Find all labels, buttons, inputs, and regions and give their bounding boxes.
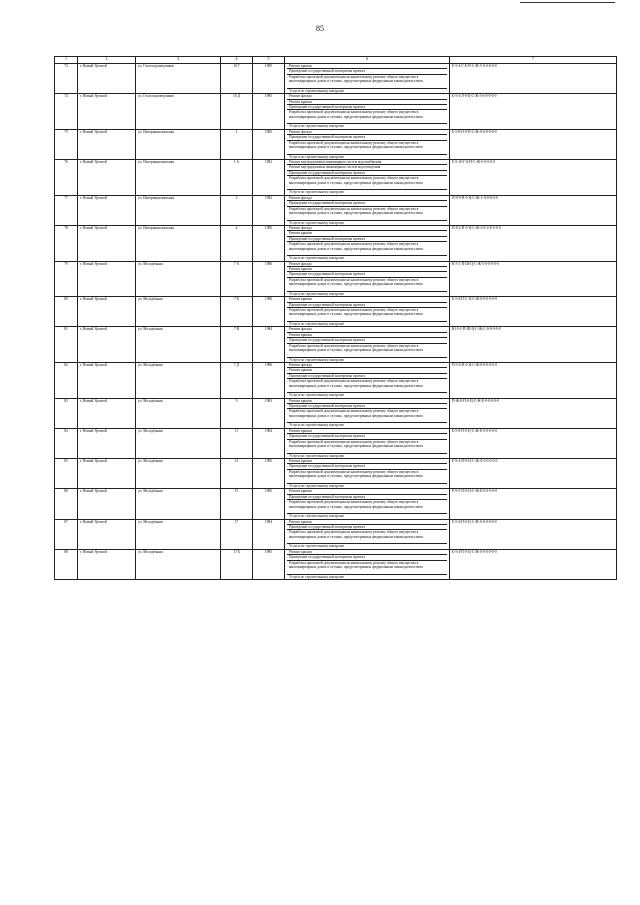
works-cell: [285, 160, 450, 196]
row-number: 80: [55, 297, 78, 327]
work-item: Проведение государственной экспертизы проекта: [287, 434, 447, 439]
code-cell: Б-5-4-Л-0-Ц-С-Ж-5-6-0-0-0-0: [450, 94, 617, 130]
house-cell: 13: [221, 459, 253, 489]
work-item: Разработка проектной документации на капитальному ремонту общего имущества в многоквартирных домах в случаях, предусмотренных федеральным законодательством: [287, 110, 447, 124]
code-cell: П-8-2-П-0-Ц-С-Ж-2-Е-4-Е-0-0-0: [450, 225, 617, 261]
city-cell: г. Новый Уренгой: [78, 363, 136, 399]
row-number: 74: [55, 94, 78, 130]
street-cell: ул. Молодёжная: [136, 459, 221, 489]
code-cell: П-Ж-0-П-0-Ц-С-Ж-Е-0-0-0-0-0: [450, 398, 617, 428]
city-cell: г. Новый Уренгой: [78, 327, 136, 363]
work-item: Проведение государственной экспертизы проекта: [287, 171, 447, 176]
work-item: Услуги по строительному контролю: [289, 124, 345, 129]
street-cell: ул. Интернациональная: [136, 195, 221, 225]
work-item: Разработка проектной документации на капитальному ремонту общего имущества в многоквартирных домах в случаях, предусмотренных федеральным законодательством: [287, 409, 447, 423]
column-header: 6: [285, 57, 450, 64]
page-number: 85: [316, 24, 324, 33]
street-cell: ул. Интернациональная: [136, 129, 221, 159]
table-row: [55, 261, 617, 297]
works-cell: [285, 195, 450, 225]
row-number: 88: [55, 549, 78, 579]
house-cell: 3: [221, 195, 253, 225]
code-cell: Ё-9-5-П-0-Ц-С-Ж-Е-0-0-0-0-0: [450, 489, 617, 519]
year-cell: 1982: [253, 129, 285, 159]
work-item: Ремонт крыши: [287, 459, 447, 464]
work-item: Ремонт фасада: [287, 226, 447, 231]
row-number: 83: [55, 398, 78, 428]
work-item: Ремонт фасада: [287, 327, 447, 332]
street-cell: ул. Молодёжная: [136, 549, 221, 579]
table-row: [55, 64, 617, 94]
works-cell: [285, 64, 450, 94]
street-cell: ул. Геологоразведчиков: [136, 64, 221, 94]
work-item: Проведение государственной экспертизы проекта: [287, 338, 447, 343]
works-cell: [285, 398, 450, 428]
city-cell: г. Новый Уренгой: [78, 428, 136, 458]
year-cell: 1983: [253, 398, 285, 428]
work-item: Разработка проектной документации на капитальному ремонту общего имущества в многоквартирных домах в случаях, предусмотренных федеральным законодательством: [287, 470, 447, 484]
work-item: Проведение государственной экспертизы проекта: [287, 495, 447, 500]
work-item: Услуги по строительному контролю: [289, 321, 345, 326]
row-number: 77: [55, 195, 78, 225]
work-item: Проведение государственной экспертизы проекта: [287, 303, 447, 308]
work-item: Проведение государственной экспертизы проекта: [287, 404, 447, 409]
column-header: 5: [253, 57, 285, 64]
year-cell: 1985: [253, 64, 285, 94]
work-item: Ремонт крыши: [287, 267, 447, 272]
code-cell: Б-5-10-Г-0-П-С-Ж-0-0-0-0-0: [450, 160, 617, 196]
row-number: 79: [55, 261, 78, 297]
table-row: [55, 428, 617, 458]
work-item: Разработка проектной документации на капитальному ремонту общего имущества в многоквартирных домах в случаях, предусмотренных федеральным законодательством: [287, 530, 447, 544]
work-item: Услуги по строительному контролю: [289, 574, 345, 579]
row-number: 81: [55, 327, 78, 363]
work-item: Проведение государственной экспертизы проекта: [287, 464, 447, 469]
row-number: 87: [55, 519, 78, 549]
city-cell: г. Новый Уренгой: [78, 64, 136, 94]
table-row: [55, 398, 617, 428]
work-item: Ремонт крыши: [287, 489, 447, 494]
table-row: [55, 160, 617, 196]
work-item: Разработка проектной документации на капитальному ремонту общего имущества в многоквартирных домах в случаях, предусмотренных федеральным законодательством: [287, 207, 447, 221]
year-cell: 1982: [253, 195, 285, 225]
city-cell: г. Новый Уренгой: [78, 261, 136, 297]
works-cell: [285, 428, 450, 458]
year-cell: 1986: [253, 261, 285, 297]
work-item: Услуги по строительному контролю: [289, 453, 345, 458]
city-cell: г. Новый Уренгой: [78, 489, 136, 519]
work-item: Ремонт крыши: [287, 297, 447, 302]
city-cell: г. Новый Уренгой: [78, 129, 136, 159]
work-item: Услуги по строительному контролю: [289, 423, 345, 428]
street-cell: ул. Молодёжная: [136, 519, 221, 549]
row-number: 73: [55, 64, 78, 94]
code-cell: Б-5-4-П-0-Ц-С-Ж-0-0-0-0-0-0: [450, 549, 617, 579]
table-row: [55, 129, 617, 159]
work-item: Услуги по строительному контролю: [289, 220, 345, 225]
works-cell: [285, 327, 450, 363]
work-item: Ремонт крыши: [287, 100, 447, 105]
code-cell: Б-5-8-П-0-Ц-С-Ж-Е-0-0-0-0-0: [450, 428, 617, 458]
city-cell: г. Новый Уренгой: [78, 398, 136, 428]
column-header: 4: [221, 57, 253, 64]
table-row: [55, 519, 617, 549]
works-cell: [285, 297, 450, 327]
work-item: Услуги по строительному контролю: [289, 483, 345, 488]
house-cell: 7 В: [221, 327, 253, 363]
work-item: Ремонт фасада: [287, 130, 447, 135]
house-cell: 9: [221, 398, 253, 428]
house-cell: 4: [221, 225, 253, 261]
table-body: [55, 64, 617, 580]
work-item: Услуги по строительному контролю: [289, 393, 345, 398]
work-item: Ремонт внутридомовых инженерных систем водоснабжения: [287, 160, 447, 165]
work-item: Услуги по строительному контролю: [289, 154, 345, 159]
year-cell: 1986: [253, 297, 285, 327]
city-cell: г. Новый Уренгой: [78, 195, 136, 225]
street-cell: ул. Молодёжная: [136, 297, 221, 327]
year-cell: 1985: [253, 94, 285, 130]
row-number: 84: [55, 428, 78, 458]
code-cell: П-3-4-П-0-Ц-С-Ж-0-0-0-0-0-0: [450, 363, 617, 399]
work-item: Проведение государственной экспертизы проекта: [287, 201, 447, 206]
house-cell: 17: [221, 519, 253, 549]
code-cell: Б-5-8-П-0-П-С-Ж-0-0-0-0-0-0: [450, 129, 617, 159]
house-cell: 7 Б: [221, 297, 253, 327]
city-cell: г. Новый Уренгой: [78, 297, 136, 327]
year-cell: 1984: [253, 327, 285, 363]
city-cell: г. Новый Уренгой: [78, 160, 136, 196]
year-cell: 1985: [253, 489, 285, 519]
work-item: Разработка проектной документации на капитальному ремонту общего имущества в многоквартирных домах в случаях, предусмотренных федеральным законодательством: [287, 308, 447, 322]
year-cell: 1985: [253, 549, 285, 579]
table-row: [55, 327, 617, 363]
table-row: [55, 549, 617, 579]
house-cell: 7 А: [221, 261, 253, 297]
year-cell: 1982: [253, 160, 285, 196]
work-item: Разработка проектной документации на капитальному ремонту общего имущества в многоквартирных домах в случаях, предусмотренных федеральным законодательством: [287, 75, 447, 89]
work-item: Ремонт крыши: [287, 520, 447, 525]
works-cell: [285, 363, 450, 399]
work-item: Разработка проектной документации на капитальному ремонту общего имущества в многоквартирных домах в случаях, предусмотренных федеральным законодательством: [287, 379, 447, 393]
code-cell: Ё-5-4-Г-Е-П-С-Ж-5-0-0-0-0-0: [450, 64, 617, 94]
house-cell: 15: [221, 489, 253, 519]
work-item: Разработка проектной документации на капитальному ремонту общего имущества в многоквартирных домах в случаях, предусмотренных федеральным законодательством: [287, 278, 447, 292]
work-item: Услуги по строительному контролю: [289, 544, 345, 549]
work-item: Ремонт внутридомовых инженерных систем водоотведения: [287, 165, 447, 170]
city-cell: г. Новый Уренгой: [78, 549, 136, 579]
works-cell: [285, 549, 450, 579]
work-item: Проведение государственной экспертизы проекта: [287, 69, 447, 74]
street-cell: ул. Молодёжная: [136, 261, 221, 297]
code-cell: К-5-1-П-Ш-Ц-С-Ж-5-0-0-0-0-0: [450, 261, 617, 297]
work-item: Ремонт крыши: [287, 399, 447, 404]
work-item: Разработка проектной документации на капитальному ремонту общего имущества в многоквартирных домах в случаях, предусмотренных федеральным законодательством: [287, 242, 447, 256]
work-item: Ремонт фасада: [287, 94, 447, 99]
city-cell: г. Новый Уренгой: [78, 225, 136, 261]
work-item: Услуги по строительному контролю: [289, 357, 345, 362]
work-item: Разработка проектной документации на капитальному ремонту общего имущества в многоквартирных домах в случаях, предусмотренных федеральным законодательством: [287, 176, 447, 190]
work-item: Услуги по строительному контролю: [289, 256, 345, 261]
work-item: Услуги по строительному контролю: [289, 291, 345, 296]
street-cell: ул. Интернациональная: [136, 160, 221, 196]
top-rule: [520, 2, 615, 3]
year-cell: 1986: [253, 363, 285, 399]
table-row: [55, 297, 617, 327]
row-number: 86: [55, 489, 78, 519]
work-item: Разработка проектной документации на капитальному ремонту общего имущества в многоквартирных домах в случаях, предусмотренных федеральным законодательством: [287, 141, 447, 155]
works-cell: [285, 489, 450, 519]
column-header: 7: [450, 57, 617, 64]
work-item: Проведение государственной экспертизы проекта: [287, 237, 447, 242]
year-cell: 1985: [253, 459, 285, 489]
work-item: Разработка проектной документации на капитальному ремонту общего имущества в многоквартирных домах в случаях, предусмотренных федеральным законодательством: [287, 561, 447, 575]
row-number: 85: [55, 459, 78, 489]
table-row: [55, 363, 617, 399]
year-cell: 1984: [253, 428, 285, 458]
work-item: Проведение государственной экспертизы проекта: [287, 272, 447, 277]
house-cell: 1 А: [221, 160, 253, 196]
header-row: [55, 57, 617, 64]
street-cell: ул. Молодёжная: [136, 428, 221, 458]
code-cell: Ё-9-4-П-0-Ц-С-Ж-Л-0-0-0-0-0: [450, 459, 617, 489]
work-item: Услуги по строительному контролю: [289, 88, 345, 93]
works-cell: [285, 225, 450, 261]
works-cell: [285, 459, 450, 489]
work-item: Разработка проектной документации на капитальному ремонту общего имущества в многоквартирных домах в случаях, предусмотренных федеральным законодательством: [287, 344, 447, 358]
table-row: [55, 195, 617, 225]
work-item: Ремонт крыши: [287, 550, 447, 555]
table-row: [55, 225, 617, 261]
city-cell: г. Новый Уренгой: [78, 459, 136, 489]
city-cell: г. Новый Уренгой: [78, 519, 136, 549]
table-row: [55, 459, 617, 489]
house-cell: 10 Г: [221, 64, 253, 94]
work-item: Разработка проектной документации на капитальному ремонту общего имущества в многоквартирных домах в случаях, предусмотренных федеральным законодательством: [287, 440, 447, 454]
work-item: Ремонт фасада: [287, 363, 447, 368]
year-cell: 1984: [253, 519, 285, 549]
house-cell: 16 Д: [221, 94, 253, 130]
house-cell: 7 Д: [221, 363, 253, 399]
column-header: 1: [55, 57, 78, 64]
table-row: [55, 489, 617, 519]
work-item: Услуги по строительному контролю: [289, 190, 345, 195]
work-item: Ремонт крыши: [287, 333, 447, 338]
column-header: 3: [136, 57, 221, 64]
work-item: Проведение государственной экспертизы проекта: [287, 374, 447, 379]
work-item: Ремонт крыши: [287, 64, 447, 69]
street-cell: ул. Молодёжная: [136, 327, 221, 363]
code-cell: Б-5-4-П-С-Ц-С-Ж-0-0-0-0-0-0: [450, 297, 617, 327]
city-cell: г. Новый Уренгой: [78, 94, 136, 130]
table-row: [55, 94, 617, 130]
street-cell: ул. Молодёжная: [136, 489, 221, 519]
work-item: Ремонт фасада: [287, 196, 447, 201]
work-item: Услуги по строительному контролю: [289, 514, 345, 519]
works-cell: [285, 519, 450, 549]
street-cell: ул. Молодёжная: [136, 398, 221, 428]
house-cell: 17 Б: [221, 549, 253, 579]
works-cell: [285, 94, 450, 130]
work-item: Проведение государственной экспертизы проекта: [287, 555, 447, 560]
work-item: Проведение государственной экспертизы проекта: [287, 135, 447, 140]
row-number: 76: [55, 160, 78, 196]
street-cell: ул. Молодёжная: [136, 363, 221, 399]
work-item: Проведение государственной экспертизы проекта: [287, 105, 447, 110]
column-header: 2: [78, 57, 136, 64]
house-cell: 11: [221, 428, 253, 458]
register-table: [54, 56, 617, 580]
work-item: Ремонт фасада: [287, 262, 447, 267]
house-cell: 1: [221, 129, 253, 159]
year-cell: 1985: [253, 225, 285, 261]
works-cell: [285, 129, 450, 159]
code-cell: Б-5-4-П-0-Ц-С-Ж-0-0-0-0-0-0: [450, 519, 617, 549]
work-item: Проведение государственной экспертизы проекта: [287, 525, 447, 530]
row-number: 75: [55, 129, 78, 159]
work-item: Ремонт крыши: [287, 368, 447, 373]
work-item: Разработка проектной документации на капитальному ремонту общего имущества в многоквартирных домах в случаях, предусмотренных федеральным законодательством: [287, 500, 447, 514]
street-cell: ул. Геологоразведчиков: [136, 94, 221, 130]
code-cell: Ю-5-1-П-Ш-Ц-С-Ж-С-0-0-0-0-0: [450, 327, 617, 363]
works-cell: [285, 261, 450, 297]
row-number: 78: [55, 225, 78, 261]
row-number: 82: [55, 363, 78, 399]
work-item: Ремонт крыши: [287, 231, 447, 236]
street-cell: ул. Интернациональная: [136, 225, 221, 261]
code-cell: П-9-9-П-0-Ц-С-Ж-1-Л-0-0-0-0: [450, 195, 617, 225]
work-item: Ремонт крыши: [287, 429, 447, 434]
